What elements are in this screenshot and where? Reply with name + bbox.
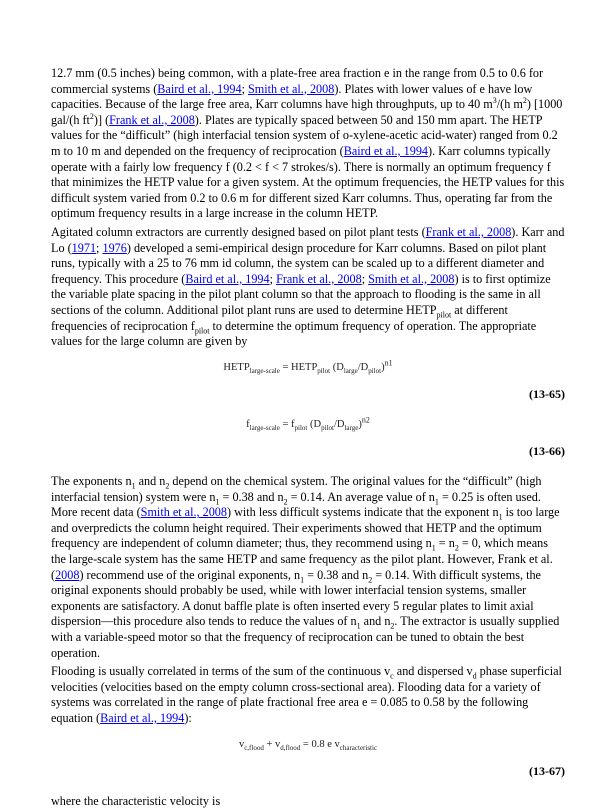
citation-link[interactable]: 1976	[102, 240, 127, 255]
citation-link[interactable]: 1971	[71, 240, 97, 255]
citation-link[interactable]: Frank et al., 2008	[425, 224, 512, 239]
citation-link[interactable]: 2008	[55, 567, 80, 582]
equation-13-67: $v_{c,flood} + v_{d,flood} = 0.8$ e $v_{characteristic}$	[238, 738, 378, 752]
equation-number: (13-65)	[529, 387, 565, 402]
paragraph-karr-plates: 12.7 mm (0.5 inches) being common, with a plate-free area fraction e in the range from 0.5 to 0.6 for commercial systems (Baird et al., 1994; Smith et al., 2008). Plates with lower values of e have low capacities. Because of the large free area, Karr columns have high throughputs, up to 40 $m^3/(h$ $m^2$) [1000 gal/(h $ft^2$)] (Frank et al., 2008). Plates are typically spaced between 50 and 150 mm apart. The HETP values for the “difficult” (high interfacial tension system of o-xylene-acetic acid-water) ranged from 0.2 m to 10 m and depended on the frequency of reciprocation (Baird et al., 1994). Karr columns typically operate with a fairly low frequency f (0.2 < f < 7 strokes/s). There is normally an optimum frequency f that minimizes the HETP value for a given system. At the optimum frequencies, the HETP values for this difficult system varied from 0.2 to 0.6 m for different sized Karr columns. Thus, operating far from the optimum frequency results in a large increase in the column HETP.	[51, 66, 565, 221]
citation-link[interactable]: Smith et al., 2008	[140, 505, 227, 520]
paragraph-exponents: The exponents $n_1$ and $n_2$ depend on the chemical system. The original values for the “difficult” (high interfacial tension) system were $n_1 = 0.38$ and $n_2 = 0.14$. An average value of $n_1 = 0.25$ is often used. More recent data (Smith et al., 2008) with less difficult systems indicate that the exponent $n_1$ is too large and overpredicts the column height required. Their experiments showed that HETP and the optimum frequency are independent of column diameter; thus, they recommend using $n_1 = n_2 = 0$, which means the large-scale system has the same HETP and same frequency as the pilot plant. However, Frank et al. (2008) recommend use of the original exponents, $n_1 = 0.38$ and $n_2 = 0.14$. With difficult systems, the original exponents should probably be used, while with lower interfacial tension systems, smaller exponents are satisfactory. A donut baffle plate is often inserted every 5 regular plates to limit axial dispersion—this procedure also tends to reduce the values of $n_1$ and $n_2$. The extractor is usually supplied with a variable-speed motor so that the frequency of reciprocation can be tuned to obtain the best operation.	[51, 474, 560, 660]
document-page	[51, 66, 565, 812]
equation-13-65: $HETP_{large-scale}$ = $HETP_{pilot}$ $(D_{large}/D_{pilot})^{n1}$	[223, 358, 393, 375]
citation-link[interactable]: Baird et al., 1994	[185, 271, 270, 286]
equation-13-66: $f_{large-scale} = f_{pilot}$ $(D_{pilot}/D_{large})^{n2}$	[246, 415, 370, 432]
paragraph-design-procedure: Agitated column extractors are currently designed based on pilot plant tests (Frank et al., 2008). Karr and Lo (1971; 1976) developed a semi-empirical design procedure for Karr columns. Based on pilot plant runs, typically with a 25 to 76 mm id column, the system can be scaled up to a different diameter and frequency. This procedure (Baird et al., 1994; Frank et al., 2008; Smith et al., 2008) is to first optimize the variable plate spacing in the pilot plant column so that the approach to flooding is the same in all sections of the column. Additional pilot plant runs are used to determine $HETP_{pilot}$ at different frequencies of reciprocation $f_{pilot}$ to determine the optimum frequency of operation. The appropriate values for the large column are given by	[51, 224, 565, 349]
citation-link[interactable]: Baird et al., 1994	[100, 710, 185, 725]
citation-link[interactable]: Frank et al., 2008	[109, 112, 195, 127]
citation-link[interactable]: Baird et al., 1994	[343, 143, 429, 158]
citation-link[interactable]: Frank et al., 2008	[276, 271, 362, 286]
paragraph-flooding: Flooding is usually correlated in terms of the sum of the continuous $v_c$ and dispersed $v_d$ phase superficial velocities (velocities based on the empty column cross-sectional area). Flooding data for a variety of systems was correlated in the range of plate fractional free area e = 0.085 to 0.58 by the following equation (Baird et al., 1994):	[51, 664, 562, 725]
equation-number: (13-67)	[529, 764, 565, 779]
citation-link[interactable]: Smith et al., 2008	[368, 271, 455, 286]
citation-link[interactable]: Smith et al., 2008	[248, 81, 335, 96]
equation-number: (13-66)	[529, 444, 565, 459]
paragraph-characteristic-velocity: where the characteristic velocity is	[51, 793, 221, 808]
citation-link[interactable]: Baird et al., 1994	[157, 81, 242, 96]
